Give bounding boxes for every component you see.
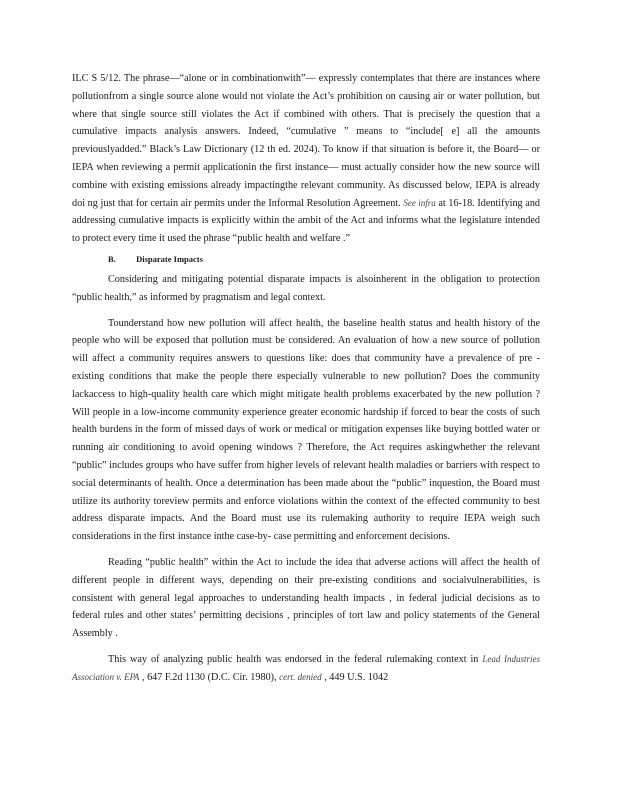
section-letter: B. [108, 253, 116, 264]
paragraph-understanding-pollution: Tounderstand how new pollution will affect health, the baseline health status and health history of the people who will be exposed that pollution must be considered. An evaluation of how a new source of pollution will affect a community requires answers to questions like: does that community have a prevalence of pre -existing conditions that make the people there especially vulnerable to new pollution? Does the community lackaccess to high-quality health care which might mitigate health problems exacerbated by the new pollution ? Will people in a low-income community experience greater economic hardship if forced to bear the costs of such health burdens in the form of missed days of work or medical or mitigation expenses like buying bottled water or running air conditioning to avoid opening windows ? Therefore, the Act requires askingwhether the relevant “public” includes groups who have suffer from higher levels of relevant health maladies or barriers with respect to social determinants of health. Once a determination has been made about the “public” inquestion, the Board must utilize its authority toreview permits and enforce violations within the context of the effected community to best address disparate impacts. And the Board must use its rulemaking authority to require IEPA weigh such considerations in the first instance inthe case-by- case permitting and enforcement decisions. [72, 317, 540, 543]
final-text: This way of analyzing public health was endorsed in the federal rulemaking context in [108, 653, 479, 665]
section-title: Disparate Impacts [136, 253, 203, 264]
final-tail: , 449 U.S. 1042 [324, 671, 389, 683]
document-page [72, 70, 540, 687]
section-heading [108, 251, 540, 267]
intro-tail: at 16-18. Identifying and addressing cumulative impacts is explicitly within the ambit of the Act and informs what the legislature intended to protect every time it used the phrase “public health and welfare .” [72, 197, 541, 245]
cert-denied-signal: cert. denied [279, 671, 322, 682]
intro-text: ILC S 5/12. The phrase—“alone or in combinationwith”— expressly contemplates that there are instances where pollutionfrom a single source alone would not violate the Act’s prohibition on causing air or water pollution, but where that single source still violates the Act if combined with others. That is precisely the question that a cumulative impacts analysis answers. Indeed, “cumulative ” means to “include[ e] all the amounts previouslyadded.” Black’s Law Dictionary (12 th ed. 2024). To know if that situation is before it, the Board— or IEPA when reviewing a permit applicationin the first instance— must actually consider how the new source will combine with existing emissions already impactingthe relevant community. As discussed below, IEPA is already doi ng just that for certain air permits under the Informal Resolution Agreement. [72, 73, 540, 209]
case-name: Lead Industries Association v. EPA [72, 653, 541, 682]
paragraph-final [72, 651, 540, 687]
paragraph-reading-public-health: Reading “public health” within the Act to include the idea that adverse actions will affect the health of different people in different ways, depending on their pre-existing conditions and socialvulnerabilities, is consistent with general legal approaches to understanding health impacts , in federal judicial decisions as to federal rules and other states’ permitting decisions , principles of tort law and policy statements of the General Assembly . [72, 556, 540, 640]
paragraph-disparate-intro: Considering and mitigating potential disparate impacts is alsoinherent in the obligation to protection “public health,” as informed by pragmatism and legal context. [72, 273, 540, 303]
case-citation: , 647 F.2d 1130 (D.C. Cir. 1980), [141, 671, 277, 683]
see-infra-signal: See infra [403, 197, 436, 208]
intro-paragraph [72, 70, 540, 248]
